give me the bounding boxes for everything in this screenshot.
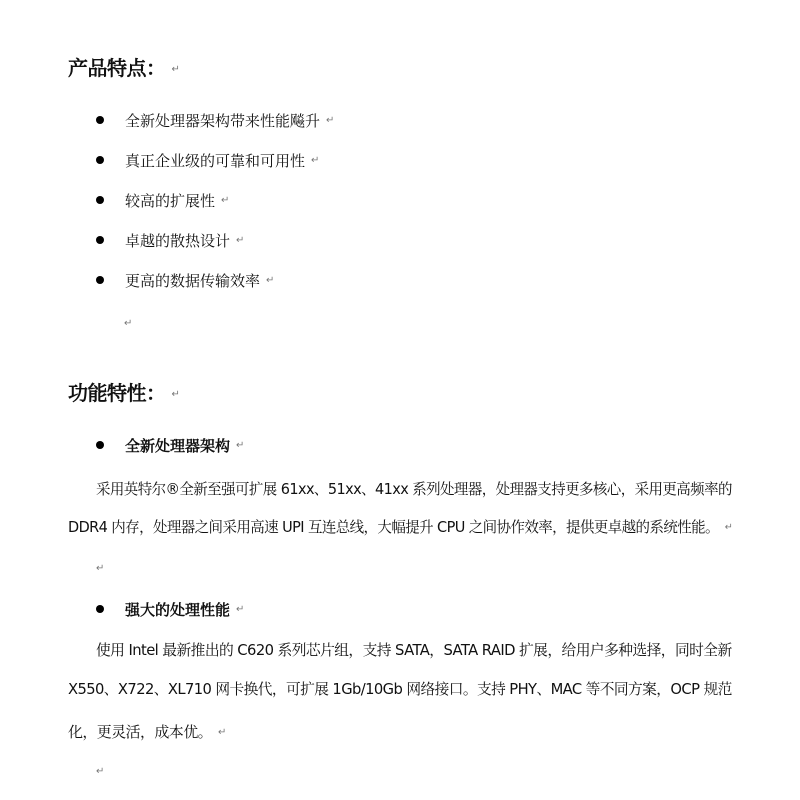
section-heading-functional-features bbox=[68, 377, 179, 406]
paragraph-mark-icon: ↵ bbox=[311, 154, 320, 166]
paragraph-mark-icon: ↵ bbox=[96, 766, 105, 777]
paragraph-line bbox=[68, 516, 732, 537]
paragraph-line-text: 化，更灵活，成本优。 bbox=[68, 723, 213, 741]
bullet-text: 更高的数据传输效率 bbox=[125, 271, 261, 290]
paragraph-mark-icon: ↵ bbox=[236, 603, 245, 615]
bullet-icon bbox=[96, 196, 104, 204]
paragraph-line: 使用 Intel 最新推出的 C620 系列芯片组，支持 SATA，SATA RAID 扩展，给用户多种选择，同时全新 bbox=[96, 641, 732, 659]
paragraph-mark-icon: ↵ bbox=[266, 274, 275, 286]
bullet-icon bbox=[96, 156, 104, 164]
bullet-icon bbox=[96, 441, 104, 449]
bullet-icon bbox=[96, 236, 104, 244]
bullet-item bbox=[96, 109, 334, 131]
section-heading-text: 功能特性： bbox=[68, 381, 166, 405]
section-heading-text: 产品特点： bbox=[68, 56, 166, 80]
paragraph-mark-icon: ↵ bbox=[221, 194, 230, 206]
paragraph-line: X550、X722、XL710 网卡换代，可扩展 1Gb/10Gb 网络接口。支持 PHY、MAC 等不同方案，OCP 规范 bbox=[68, 680, 732, 698]
bullet-item bbox=[96, 229, 244, 251]
paragraph-mark-icon: ↵ bbox=[236, 439, 245, 451]
bullet-item bbox=[96, 149, 319, 171]
paragraph-mark-icon: ↵ bbox=[218, 727, 226, 738]
bullet-text: 卓越的散热设计 bbox=[125, 231, 231, 250]
bullet-icon bbox=[96, 605, 104, 613]
paragraph-line bbox=[68, 721, 226, 742]
bullet-text: 真正企业级的可靠和可用性 bbox=[125, 151, 306, 170]
bullet-item bbox=[96, 189, 229, 211]
paragraph-mark-icon: ↵ bbox=[326, 114, 335, 126]
paragraph-mark-icon: ↵ bbox=[171, 389, 180, 400]
paragraph-mark-icon: ↵ bbox=[236, 234, 245, 246]
feature-title: 全新处理器架构 bbox=[125, 436, 231, 455]
paragraph-mark-icon: ↵ bbox=[171, 64, 180, 75]
paragraph-mark-icon: ↵ bbox=[124, 318, 133, 329]
feature-heading bbox=[96, 598, 244, 620]
bullet-icon bbox=[96, 116, 104, 124]
bullet-text: 全新处理器架构带来性能飚升 bbox=[125, 111, 321, 130]
bullet-item bbox=[96, 269, 274, 291]
section-heading-product-features bbox=[68, 52, 179, 81]
paragraph-line: 采用英特尔®全新至强可扩展 61xx、51xx、41xx 系列处理器，处理器支持更多核心，采用更高频率的 bbox=[96, 480, 732, 498]
paragraph-mark-icon: ↵ bbox=[96, 563, 105, 574]
feature-title: 强大的处理性能 bbox=[125, 600, 231, 619]
bullet-text: 较高的扩展性 bbox=[125, 191, 216, 210]
paragraph-mark-icon: ↵ bbox=[724, 522, 733, 533]
paragraph-line-text: DDR4 内存，处理器之间采用高速 UPI 互连总线，大幅提升 CPU 之间协作效率，提供更卓越的系统性能。 bbox=[68, 518, 719, 536]
bullet-icon bbox=[96, 276, 104, 284]
feature-heading bbox=[96, 434, 244, 456]
